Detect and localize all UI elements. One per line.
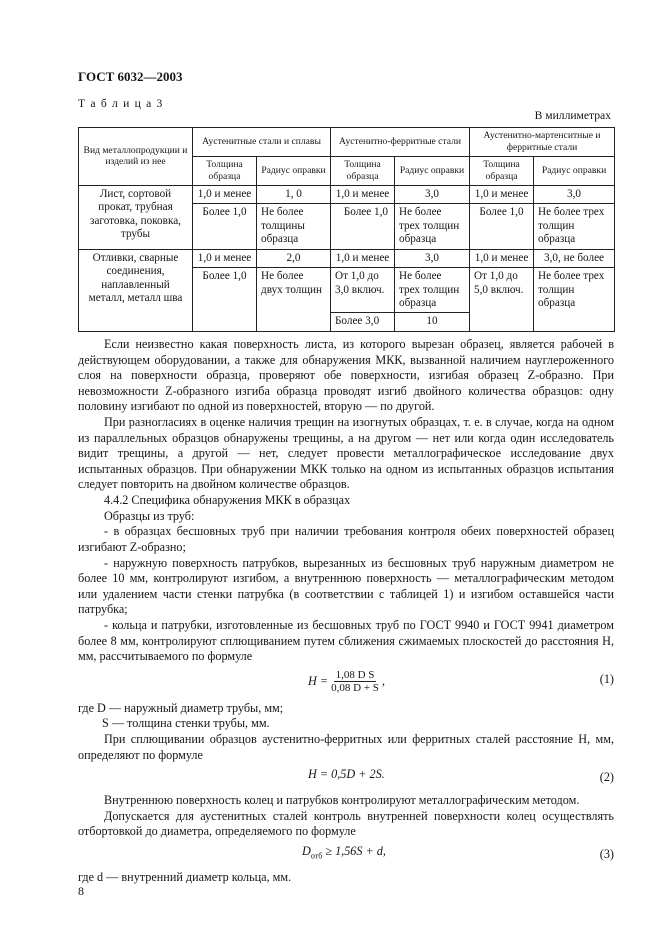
table-cell: Более 1,0: [193, 204, 257, 249]
table-cell: Не более трех толщин образца: [395, 268, 470, 313]
list-item: - наружную поверхность патрубков, вырезанных из бесшовных труб наружным диаметром не более 10 мм, контролируют изгибом, а внутреннюю поверхность — металлографическим методом или удалением части стенки патрубка (в соответствии с таблицей 1) и изгибом оставшейся части патрубка;: [78, 555, 614, 617]
table-cell: Более 3,0: [331, 313, 395, 331]
table-cell: Более 1,0: [470, 204, 534, 249]
subheader-radius: Радиус оправки: [534, 157, 615, 186]
formula-lhs: H =: [308, 673, 329, 688]
body-text: [78, 337, 614, 886]
formula-3: [78, 840, 614, 870]
group-header-austenitic-martensitic: Аустенитно-мартенситные и ферритные стали: [470, 128, 615, 157]
list-item: - кольца и патрубки, изготовленные из бесшовных труб по ГОСТ 9940 и ГОСТ 9941 диаметром более 8 мм, контролируют сплющиванием путем сближения сжимаемых плоскостей до расстояния H, мм, рассчитываемого по формуле: [78, 617, 614, 664]
table-cell: 3,0: [395, 185, 470, 203]
paragraph: Образцы из труб:: [104, 508, 195, 523]
table-cell: 2,0: [257, 249, 331, 267]
table-cell: Более 1,0: [193, 268, 257, 332]
page-number: 8: [78, 884, 84, 898]
formula-tail: ,: [381, 673, 385, 688]
table-cell: От 1,0 до 3,0 включ.: [331, 268, 395, 313]
table-cell: 1,0 и менее: [470, 249, 534, 267]
table-cell: 10: [395, 313, 470, 331]
fraction-denominator: 0,08 D + S: [331, 682, 379, 695]
formula-number: (3): [599, 847, 614, 862]
subheader-thickness: Толщина образца: [331, 157, 395, 186]
standard-header: ГОСТ 6032—2003: [78, 69, 183, 84]
formula-number: (1): [599, 671, 614, 686]
table-cell: Не более двух толщин: [257, 268, 331, 332]
paragraph: Допускается для аустенитных сталей контроль внутренней поверхности колец осуществлять отбортовкой до диаметра, определяемого по формуле: [78, 808, 614, 839]
subheader-thickness: Толщина образца: [193, 157, 257, 186]
formula-fraction: [331, 669, 379, 695]
col-product-header: Вид металлопродукции и изделий из нее: [79, 128, 193, 186]
group-header-austenitic: Аустенитные стали и сплавы: [193, 128, 331, 157]
fraction-numerator: 1,08 D S: [335, 668, 375, 681]
subheader-radius: Радиус оправки: [395, 157, 470, 186]
table-cell: 3,0: [395, 249, 470, 267]
table-cell: Не более толщины образца: [257, 204, 331, 249]
table-cell: 1,0 и менее: [193, 185, 257, 203]
formula-d: D: [302, 844, 311, 859]
table-cell: Не более трех толщин образца: [395, 204, 470, 249]
table-units: В миллиметрах: [534, 109, 611, 122]
row-product-castings: Отливки, сварные соединения, наплавленный металл, металл шва: [79, 249, 193, 331]
formula-expression: H = 0,5D + 2S.: [308, 767, 385, 782]
table-cell: 1,0 и менее: [331, 249, 395, 267]
list-item: - в образцах бесшовных труб при наличии требования контроля обеих поверхностей образец изгибают Z-образно;: [78, 524, 614, 554]
row-product-sheet: Лист, сортовой прокат, трубная заготовка, поковка, трубы: [79, 185, 193, 249]
subheader-radius: Радиус оправки: [257, 157, 331, 186]
formula-expression: ≥ 1,56S + d,: [322, 844, 386, 859]
table-cell: 3,0: [534, 185, 615, 203]
group-header-austenitic-ferritic: Аустенитно-ферритные стали: [331, 128, 470, 157]
table-cell: Не более трех толщин образца: [534, 268, 615, 332]
formula-2: [78, 763, 614, 793]
paragraph: Если неизвестно какая поверхность листа, из которого вырезан образец, является рабочей в действующем оборудовании, а также для обнаружения МКК, вызванной наличием науглероженного слоя на поверхности образца, проверяют обе поверхности, изгибая образец Z-образно. При невозможности Z-образного изгиба образца проводят изгиб двойного количества образцов: одну половину изгибают по одной из поверхностей, вторую — по другой.: [78, 337, 614, 414]
table-cell: 1,0 и менее: [470, 185, 534, 203]
paragraph: При сплющивании образцов аустенитно-ферритных или ферритных сталей расстояние H, мм, определяют по формуле: [78, 732, 614, 762]
formula-1: [78, 665, 614, 701]
table-cell: Более 1,0: [331, 204, 395, 249]
where-clause: где D — наружный диаметр трубы, мм;: [78, 700, 284, 715]
table-cell: Не более трех толщин образца: [534, 204, 615, 249]
formula-number: (2): [599, 770, 614, 785]
table-cell: 1,0 и менее: [331, 185, 395, 203]
section-heading: 4.4.2 Специфика обнаружения МКК в образцах: [104, 493, 351, 508]
paragraph: При разногласиях в оценке наличия трещин на изогнутых образцах, т. е. в случае, когда на одном из параллельных образцов обнаружены трещины, а на другом — нет или когда один исследователь видит трещины, а другой — нет, следует провести металлографическое исследование двух испытанных образцов. При обнаружении МКК только на одном из испытанных образцов испытания следует повторить на двойном количестве образцов.: [78, 415, 614, 492]
table-cell: 1,0 и менее: [193, 249, 257, 267]
table-cell: 3,0, не более: [534, 249, 615, 267]
subheader-thickness: Толщина образца: [470, 157, 534, 186]
table-caption: Т а б л и ц а 3: [78, 97, 164, 110]
table-cell: 1, 0: [257, 185, 331, 203]
where-clause: где d — внутренний диаметр кольца, мм.: [78, 870, 292, 885]
table-3: [78, 127, 615, 332]
where-clause: S — толщина стенки трубы, мм.: [102, 716, 270, 731]
table-cell: От 1,0 до 5,0 включ.: [470, 268, 534, 332]
paragraph: Внутреннюю поверхность колец и патрубков контролируют металлографическим методом.: [104, 793, 580, 808]
formula-subscript: отб: [310, 851, 323, 861]
